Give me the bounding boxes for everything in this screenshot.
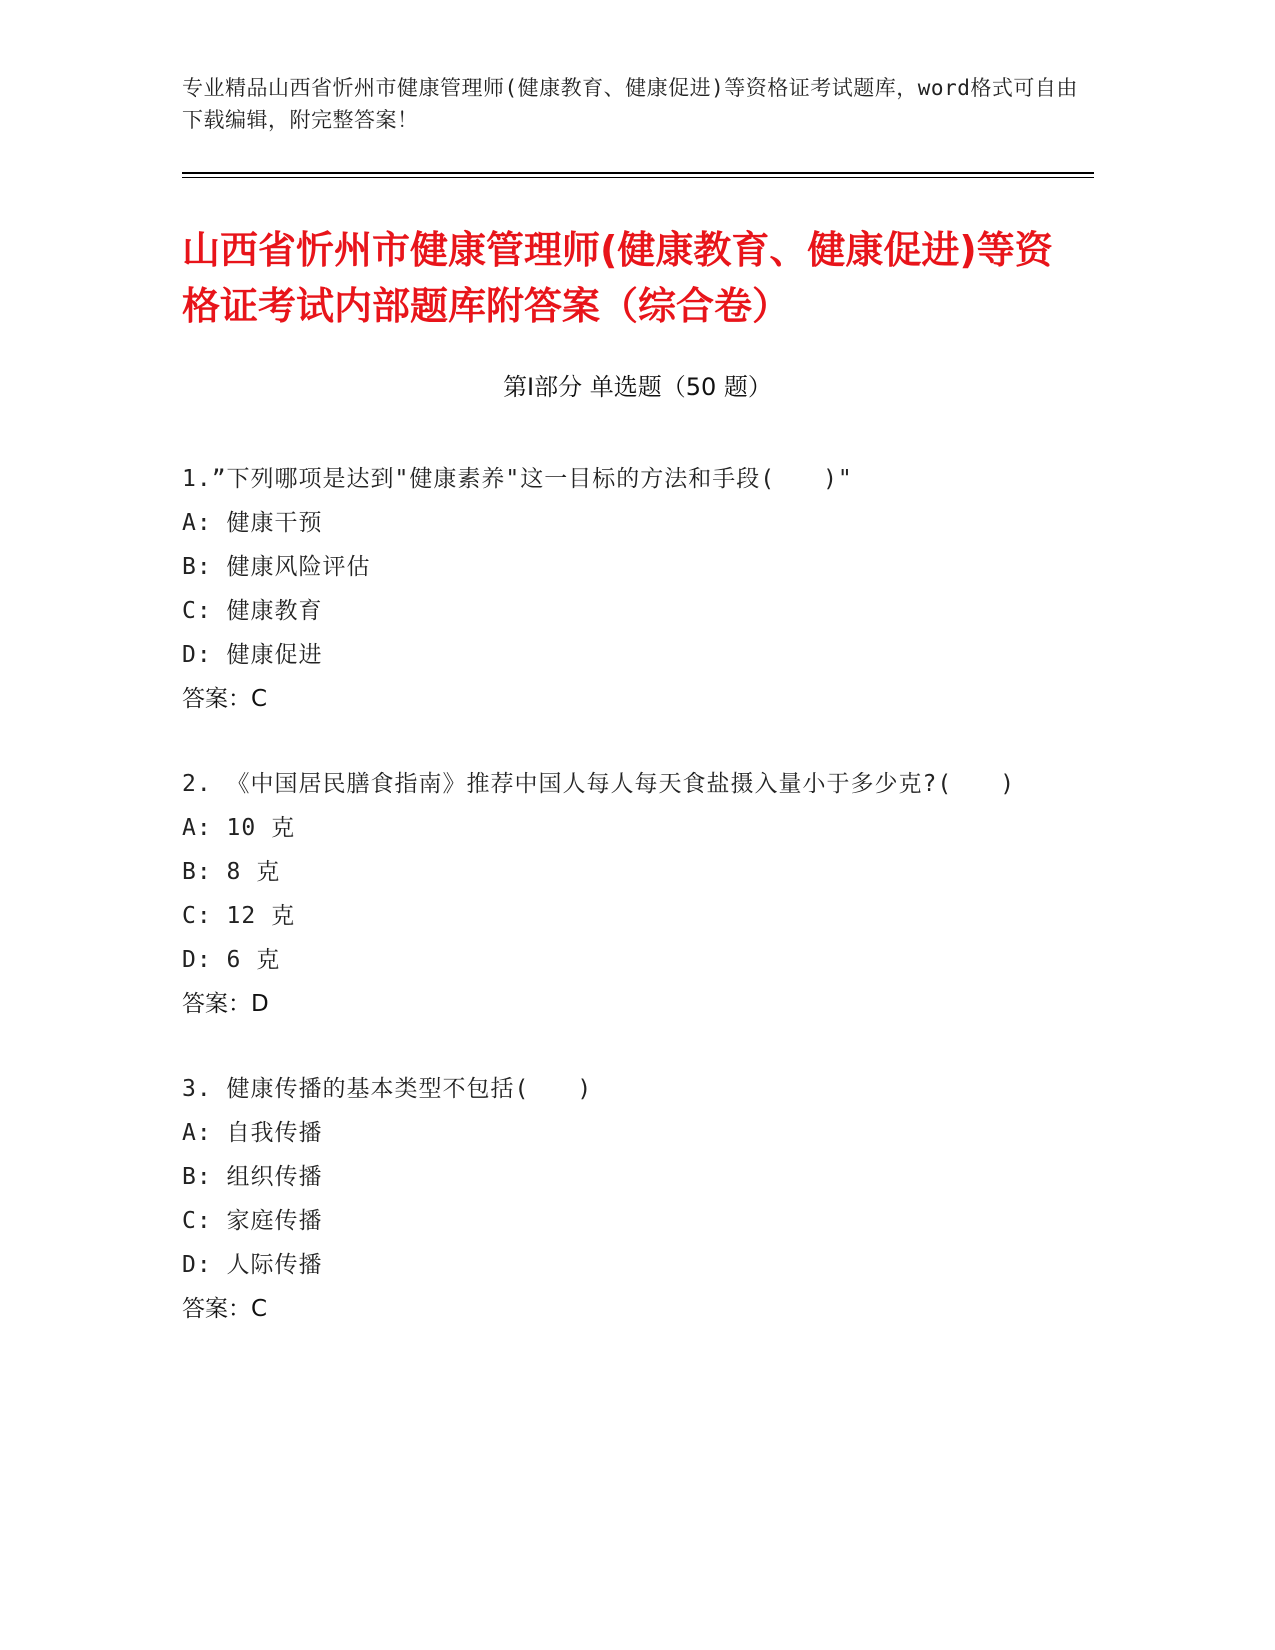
option-c: C: 家庭传播 [182, 1208, 323, 1234]
option-b: B: 8 克 [182, 859, 281, 885]
question-2 [182, 763, 1062, 1026]
answer-line: 答案：C [182, 686, 268, 712]
option-b: B: 健康风险评估 [182, 554, 371, 580]
option-d: D: 人际传播 [182, 1252, 323, 1278]
question-3 [182, 1068, 1062, 1331]
question-stem: 2. 《中国居民膳食指南》推荐中国人每人每天食盐摄入量小于多少克?( ) [182, 771, 1016, 797]
question-stem: 1.”下列哪项是达到"健康素养"这一目标的方法和手段( )" [182, 466, 853, 492]
section-heading: 第Ⅰ部分 单选题（50 题） [503, 373, 772, 401]
answer-line: 答案：C [182, 1296, 268, 1322]
option-d: D: 6 克 [182, 947, 281, 973]
header-rule-thin [182, 177, 1094, 178]
question-1 [182, 458, 1062, 721]
option-a: A: 健康干预 [182, 510, 323, 536]
option-a: A: 10 克 [182, 815, 296, 841]
document-title: 山西省忻州市健康管理师(健康教育、健康促进)等资格证考试内部题库附答案（综合卷） [182, 228, 1053, 328]
option-c: C: 健康教育 [182, 598, 323, 624]
header-rule-thick [182, 172, 1094, 174]
option-b: B: 组织传播 [182, 1164, 323, 1190]
option-c: C: 12 克 [182, 903, 296, 929]
header-note: 专业精品山西省忻州市健康管理师(健康教育、健康促进)等资格证考试题库，word格式可自由下载编辑，附完整答案！ [182, 76, 1078, 132]
option-a: A: 自我传播 [182, 1120, 323, 1146]
option-d: D: 健康促进 [182, 642, 323, 668]
question-list [182, 458, 1062, 1373]
answer-line: 答案：D [182, 991, 269, 1017]
question-stem: 3. 健康传播的基本类型不包括( ) [182, 1076, 593, 1102]
